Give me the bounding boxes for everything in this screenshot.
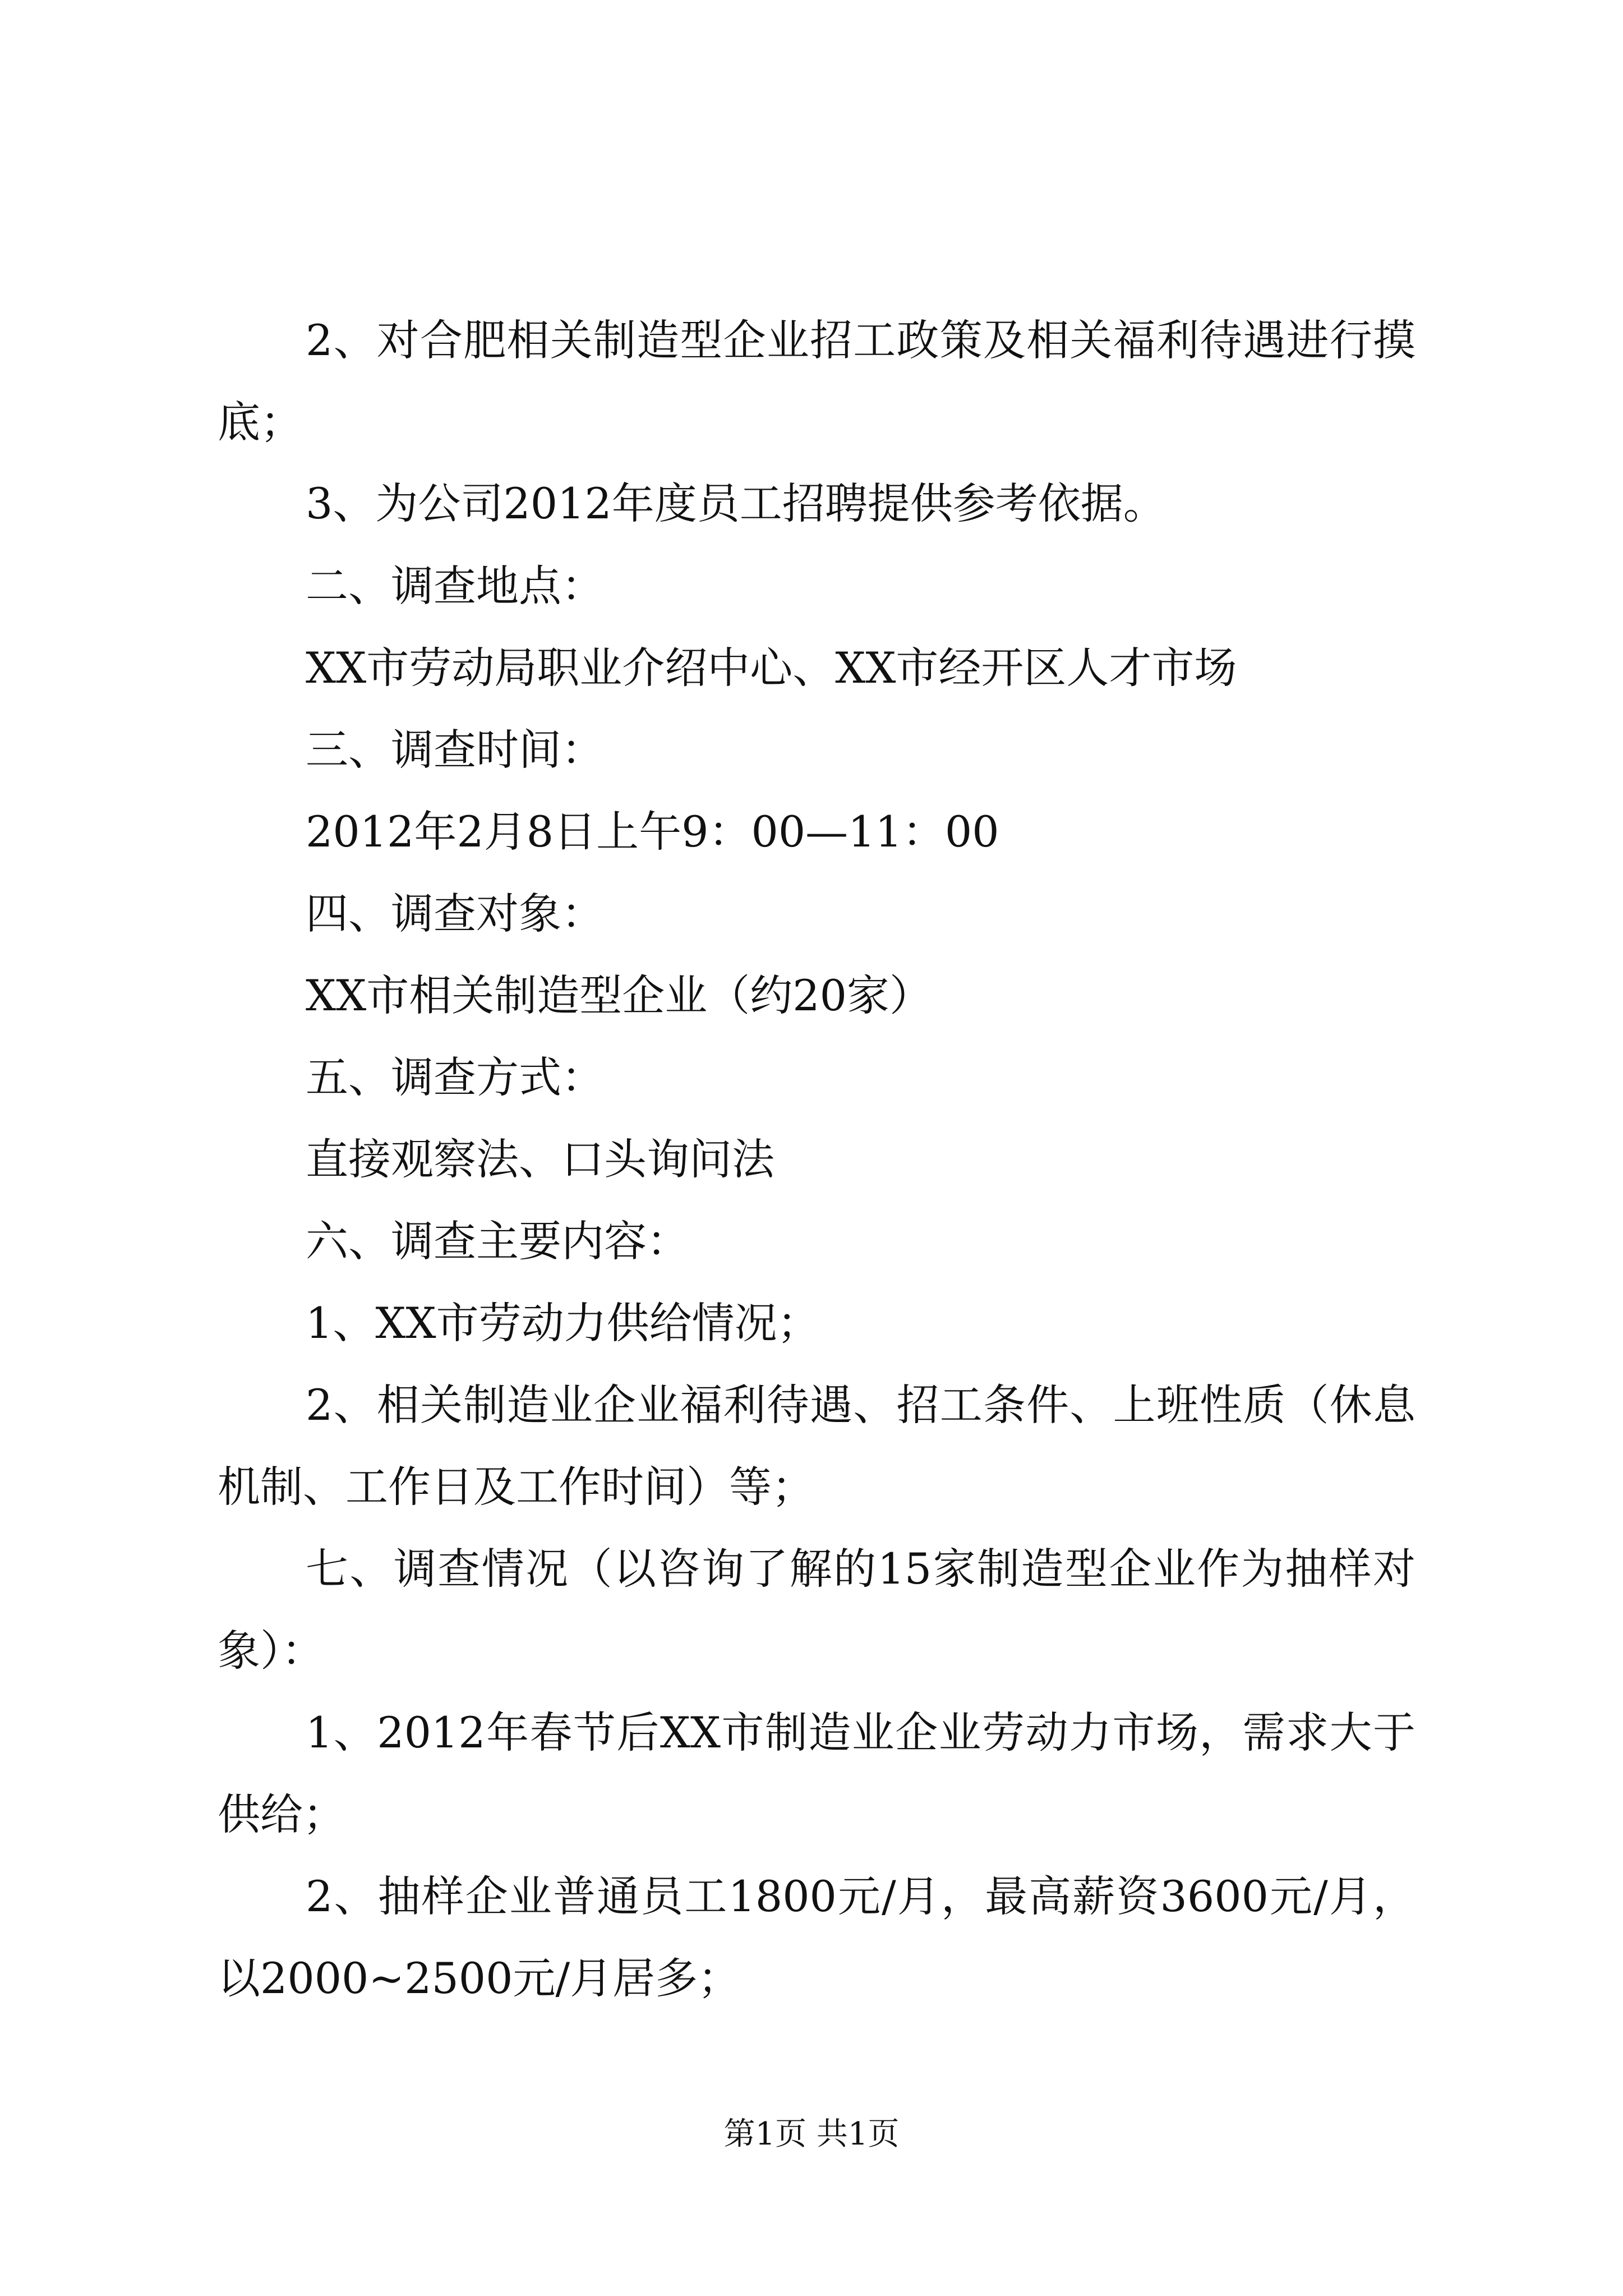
line-text: 四、调查对象： bbox=[306, 889, 604, 938]
line-text: 以2000~2500元/月居多； bbox=[218, 1953, 741, 2003]
line-text: 2、相关制造业企业福利待遇、招工条件、上班性质（休息 bbox=[306, 1380, 1415, 1430]
line-text: XX市劳动局职业介绍中心、XX市经开区人才市场 bbox=[306, 643, 1237, 693]
section-heading bbox=[0, 722, 1623, 778]
line-text: 六、调查主要内容： bbox=[306, 1216, 689, 1266]
paragraph-line bbox=[0, 968, 1623, 1024]
section-heading bbox=[0, 1541, 1623, 1597]
paragraph-line bbox=[0, 476, 1623, 532]
paragraph-line bbox=[0, 1459, 1623, 1515]
paragraph-line bbox=[0, 804, 1623, 860]
line-text: 二、调查地点： bbox=[306, 561, 604, 611]
paragraph-line bbox=[0, 394, 1623, 450]
paragraph-line bbox=[0, 1787, 1623, 1843]
paragraph-line bbox=[0, 1377, 1623, 1433]
line-text: 2、对合肥相关制造型企业招工政策及相关福利待遇进行摸 bbox=[306, 315, 1415, 365]
line-text: 机制、工作日及工作时间）等； bbox=[218, 1462, 814, 1512]
paragraph-line bbox=[0, 1950, 1623, 2007]
paragraph-line bbox=[0, 640, 1623, 696]
line-text: 底； bbox=[218, 397, 303, 447]
paragraph-line bbox=[0, 1869, 1623, 1925]
section-heading bbox=[0, 1213, 1623, 1269]
line-text: 直接观察法、口头询问法 bbox=[306, 1134, 774, 1184]
page-number-footer: 第1页 共1页 bbox=[723, 2116, 900, 2152]
line-text: 2、抽样企业普通员工1800元/月，最高薪资3600元/月， bbox=[306, 1871, 1415, 1921]
paragraph-line bbox=[0, 1623, 1623, 1679]
paragraph-line bbox=[0, 1705, 1623, 1761]
paragraph-line bbox=[0, 1295, 1623, 1351]
line-text: 三、调查时间： bbox=[306, 725, 604, 775]
section-heading bbox=[0, 558, 1623, 614]
section-heading bbox=[0, 886, 1623, 942]
line-text: 象）： bbox=[218, 1626, 324, 1676]
line-text: 2012年2月8日上午9：00—11：00 bbox=[306, 807, 999, 857]
paragraph-line bbox=[0, 312, 1623, 369]
line-text: 五、调查方式： bbox=[306, 1052, 604, 1102]
section-heading bbox=[0, 1050, 1623, 1106]
line-text: 1、2012年春节后XX市制造业企业劳动力市场，需求大于 bbox=[306, 1708, 1415, 1757]
line-text: 供给； bbox=[218, 1789, 345, 1839]
line-text: XX市相关制造型企业（约20家） bbox=[306, 970, 932, 1020]
line-text: 七、调查情况（以咨询了解的15家制造型企业作为抽样对 bbox=[306, 1544, 1415, 1594]
paragraph-line bbox=[0, 1131, 1623, 1188]
line-text: 3、为公司2012年度员工招聘提供参考依据。 bbox=[306, 478, 1166, 528]
line-text: 1、XX市劳动力供给情况； bbox=[306, 1298, 820, 1348]
